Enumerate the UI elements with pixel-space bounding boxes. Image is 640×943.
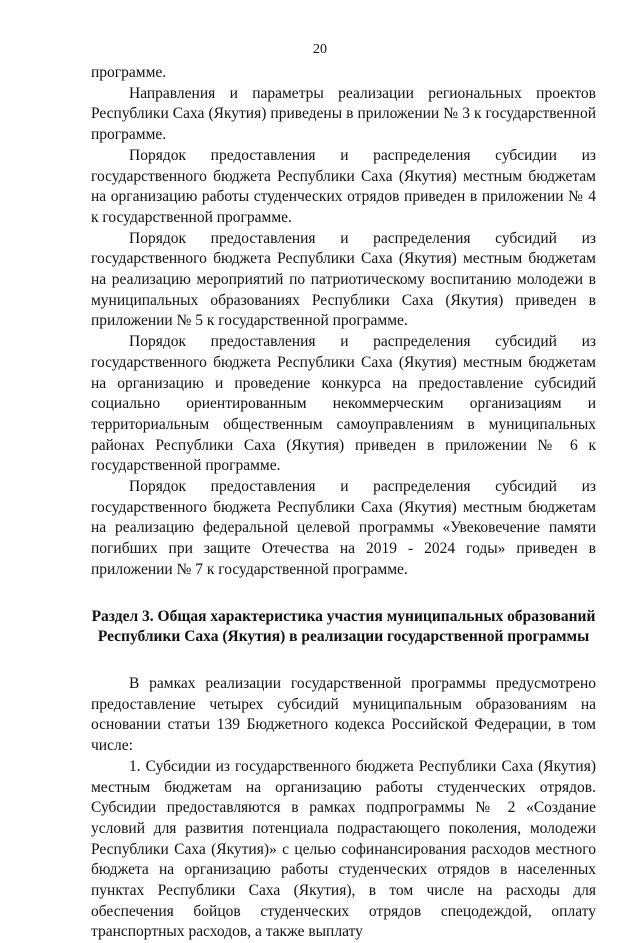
paragraph-subsidy-item-1: 1. Субсидии из государственного бюджета Республики Саха (Якутия) местным бюджетам на организацию работы студенческих отрядов. Субсидии предоставляются в рамках подпрограммы № 2 «Создание условий для развития потенциала подрастающего поколения, молодежи Республики Саха (Якутия)» с целью софинансирования расходов местного бюджета на организацию работы студенческих отрядов в населенных пунктах Республики Саха (Якутия), в том числе на расходы для обеспечения бойцов студенческих отрядов спецодеждой, оплату транспортных расходов, а также выплату	[91, 757, 596, 941]
paragraph-continuation: программе.	[91, 64, 167, 81]
paragraph-nko-contest-subsidy: Порядок предоставления и распределения субсидий из государственного бюджета Республики Саха (Якутия) местным бюджетам на организацию и проведение конкурса на предоставление субсидий социально ориентированным некоммерческим организациям и территориальным общественным самоуправлениям в муниципальных районах Республики Саха (Якутия) приведен в приложении № 6 к государственной программе.	[91, 333, 596, 475]
section-heading: Раздел 3. Общая характеристика участия муниципальных образований Республики Саха (Якутия) в реализации государственной программы	[91, 607, 596, 646]
paragraph-memory-program-subsidy: Порядок предоставления и распределения субсидий из государственного бюджета Республики Саха (Якутия) местным бюджетам на реализацию федеральной целевой программы «Увековечение памяти погибших при защите Отечества на 2019 - 2024 годы» приведен в приложении № 7 к государственной программе.	[91, 478, 596, 578]
paragraph-section-intro: В рамках реализации государственной программы предусмотрено предоставление четырех субсидий муниципальным образованиям на основании статьи 139 Бюджетного кодекса Российской Федерации, в том числе:	[91, 674, 596, 755]
document-body	[91, 63, 596, 943]
page-number: 20	[313, 42, 327, 57]
paragraph-patriotic-education-subsidy: Порядок предоставления и распределения субсидий из государственного бюджета Республики Саха (Якутия) местным бюджетам на реализацию мероприятий по патриотическому воспитанию молодежи в муниципальных образованиях Республики Саха (Якутия) приведен в приложении № 5 к государственной программе.	[91, 229, 596, 330]
paragraph-student-teams-subsidy: Порядок предоставления и распределения субсидии из государственного бюджета Республики Саха (Якутия) местным бюджетам на организацию работы студенческих отрядов приведен в приложении № 4 к государственной программе.	[91, 146, 596, 226]
paragraph-regional-projects: Направления и параметры реализации региональных проектов Республики Саха (Якутия) приведены в приложении № 3 к государственной программе.	[91, 84, 596, 144]
